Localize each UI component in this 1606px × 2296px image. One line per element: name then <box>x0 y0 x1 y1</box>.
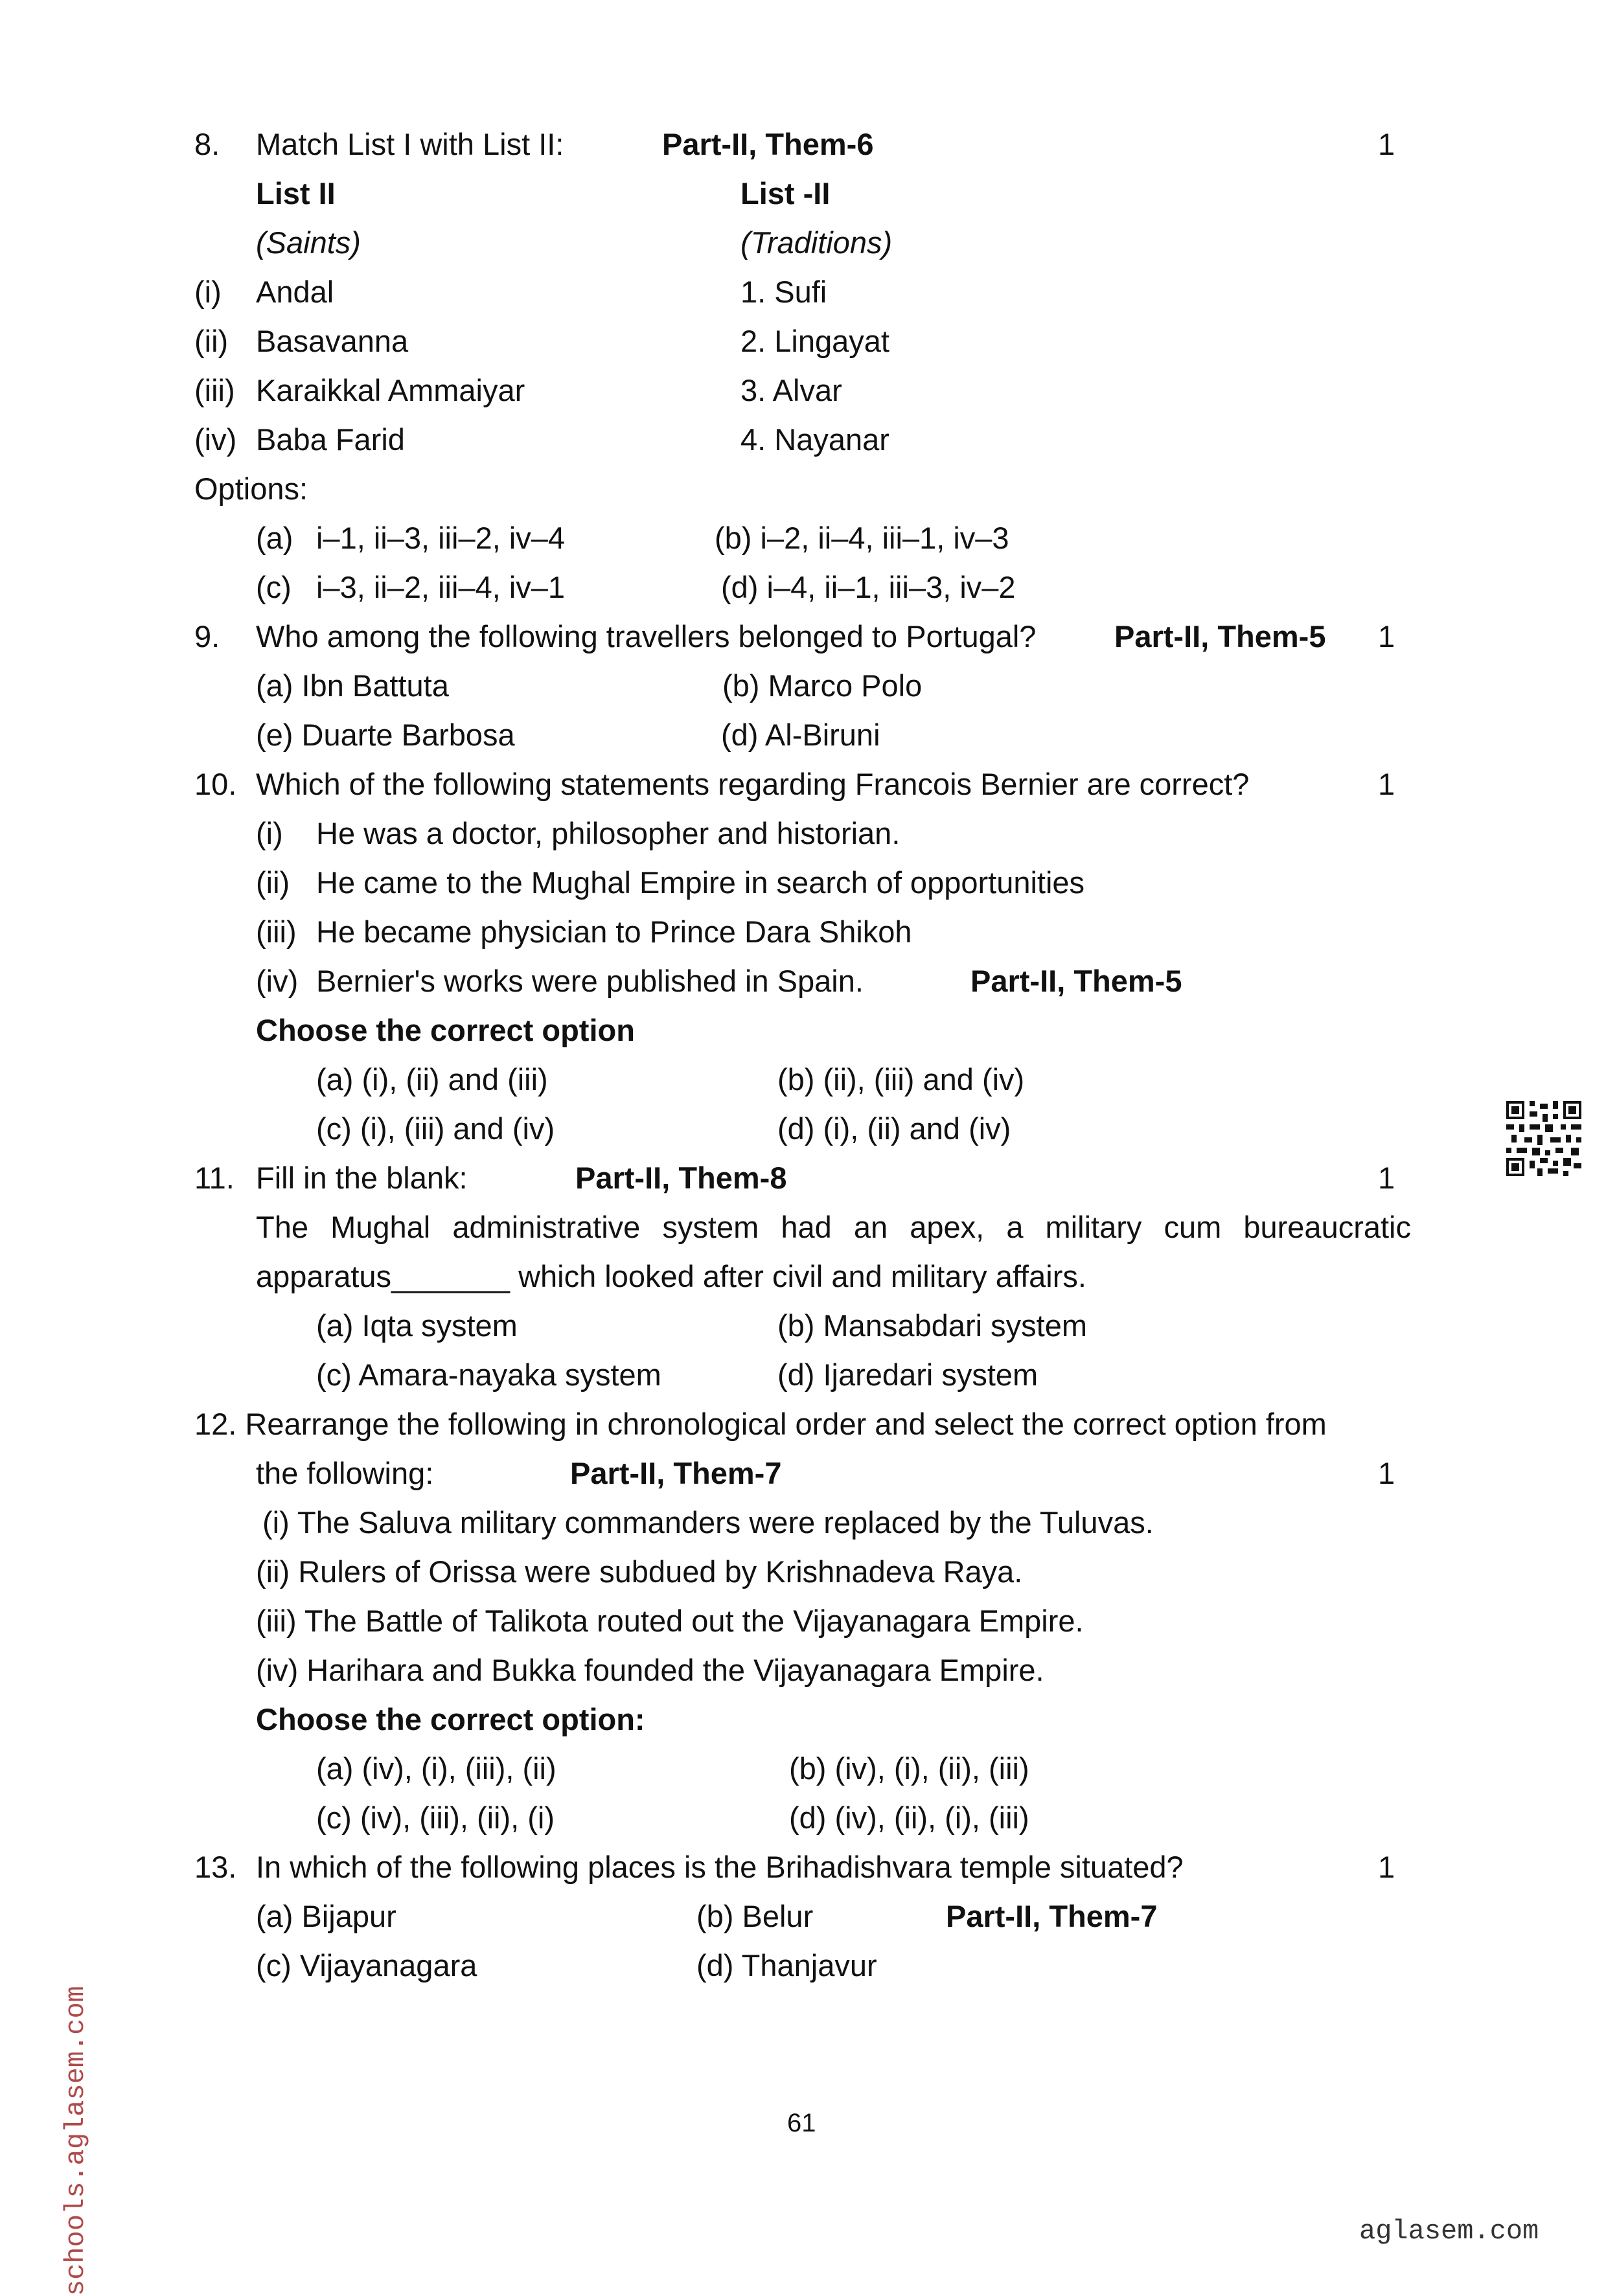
q9-reference: Part-II, Them-5 <box>1114 619 1326 654</box>
q13-number: 13. <box>194 1850 237 1884</box>
q10-statement: Bernier's works were published in Spain. <box>316 964 864 998</box>
q8-row-saint: Karaikkal Ammaiyar <box>256 373 525 407</box>
word: military <box>1045 1210 1142 1244</box>
q13-reference: Part-II, Them-7 <box>946 1899 1158 1933</box>
q12-statement: (i) The Saluva military commanders were replaced by the Tuluvas. <box>262 1505 1154 1540</box>
q8-option-a: i–1, ii–3, iii–2, iv–4 <box>316 521 566 555</box>
q9-option-c: (e) Duarte Barbosa <box>256 718 515 752</box>
q10-choose-instruction: Choose the correct option <box>256 1013 635 1047</box>
q10-statement: He was a doctor, philosopher and historian. <box>316 816 901 850</box>
q9-option-d: (d) Al-Biruni <box>721 718 880 752</box>
word: a <box>1006 1210 1024 1244</box>
q8-row-tradition: 1. Sufi <box>740 275 827 309</box>
q8-option-d: (d) i–4, ii–1, iii–3, iv–2 <box>721 570 1016 604</box>
q8-option-c: i–3, ii–2, iii–4, iv–1 <box>316 570 566 604</box>
q8-row-roman: (iv) <box>194 422 237 457</box>
q10-statement-roman: (ii) <box>256 865 290 900</box>
q8-list1-heading: List II <box>256 176 336 210</box>
q12-statement: (iii) The Battle of Talikota routed out the Vijayanagara Empire. <box>256 1604 1084 1638</box>
q12-question: 12. Rearrange the following in chronological order and select the correct option from <box>194 1407 1327 1441</box>
word: Mughal <box>330 1210 431 1244</box>
q8-row-saint: Andal <box>256 275 334 309</box>
q13-option-c: (c) Vijayanagara <box>256 1948 477 1983</box>
q12-statement: (ii) Rulers of Orissa were subdued by Krishnadeva Raya. <box>256 1554 1023 1589</box>
q10-option-d: (d) (i), (ii) and (iv) <box>777 1111 1011 1146</box>
q8-row-roman: (i) <box>194 275 222 309</box>
q13-option-a: (a) Bijapur <box>256 1899 396 1933</box>
q10-statement-roman: (iii) <box>256 915 297 949</box>
q10-statement: He came to the Mughal Empire in search of opportunities <box>316 865 1085 900</box>
q10-statement-roman: (i) <box>256 816 283 850</box>
word: cum <box>1164 1210 1222 1244</box>
q13-option-b: (b) Belur <box>696 1899 814 1933</box>
q10-question: Which of the following statements regarding Francois Bernier are correct? <box>256 767 1250 801</box>
q11-option-a: (a) Iqta system <box>316 1308 518 1343</box>
q9-marks: 1 <box>1378 619 1395 654</box>
q13-marks: 1 <box>1378 1850 1395 1884</box>
q8-list2-subheading: (Traditions) <box>740 225 893 260</box>
q12-option-d: (d) (iv), (ii), (i), (iii) <box>789 1801 1029 1835</box>
q8-option-a-label: (a) <box>256 521 293 555</box>
q12-reference: Part-II, Them-7 <box>570 1456 782 1490</box>
q11-option-d: (d) Ijaredari system <box>777 1358 1038 1392</box>
q10-option-c: (c) (i), (iii) and (iv) <box>316 1111 555 1146</box>
q11-reference: Part-II, Them-8 <box>575 1161 787 1195</box>
watermark-left: schools.aglasem.com <box>60 1986 91 2296</box>
word: system <box>662 1210 759 1244</box>
q13-question: In which of the following places is the Brihadishvara temple situated? <box>256 1850 1184 1884</box>
q12-choose-instruction: Choose the correct option: <box>256 1702 645 1736</box>
q12-option-c: (c) (iv), (iii), (ii), (i) <box>316 1801 555 1835</box>
q9-number: 9. <box>194 619 220 654</box>
q8-row-roman: (ii) <box>194 324 229 358</box>
q8-row-tradition: 2. Lingayat <box>740 324 889 358</box>
q10-statement-roman: (iv) <box>256 964 299 998</box>
q8-row-tradition: 3. Alvar <box>740 373 842 407</box>
q8-row-roman: (iii) <box>194 373 235 407</box>
q8-number: 8. <box>194 127 220 161</box>
q8-list1-subheading: (Saints) <box>256 225 361 260</box>
q12-option-a: (a) (iv), (i), (iii), (ii) <box>316 1751 556 1786</box>
q9-option-b: (b) Marco Polo <box>722 668 923 703</box>
q8-reference: Part-II, Them-6 <box>662 127 874 161</box>
q11-option-b: (b) Mansabdari system <box>777 1308 1087 1343</box>
q11-body-line-1 <box>256 1212 1411 1242</box>
q12-marks: 1 <box>1378 1456 1395 1490</box>
q10-marks: 1 <box>1378 767 1395 801</box>
q8-row-saint: Baba Farid <box>256 422 405 457</box>
q8-options-label: Options: <box>194 472 308 506</box>
q11-option-c: (c) Amara-nayaka system <box>316 1358 661 1392</box>
page-number: 61 <box>787 2109 816 2137</box>
q11-question: Fill in the blank: <box>256 1161 468 1195</box>
q10-reference: Part-II, Them-5 <box>970 964 1182 998</box>
q13-option-d: (d) Thanjavur <box>696 1948 877 1983</box>
q11-body-line-2: apparatus_______ which looked after civil and military affairs. <box>256 1259 1086 1293</box>
q12-option-b: (b) (iv), (i), (ii), (iii) <box>789 1751 1029 1786</box>
q9-question: Who among the following travellers belonged to Portugal? <box>256 619 1037 654</box>
q8-list2-heading: List -II <box>740 176 831 210</box>
watermark-right: aglasem.com <box>1359 2216 1539 2247</box>
q10-statement: He became physician to Prince Dara Shikoh <box>316 915 912 949</box>
q10-option-a: (a) (i), (ii) and (iii) <box>316 1062 548 1097</box>
q8-marks: 1 <box>1378 127 1395 161</box>
q9-option-a: (a) Ibn Battuta <box>256 668 449 703</box>
q8-option-c-label: (c) <box>256 570 292 604</box>
q11-number: 11. <box>194 1161 235 1195</box>
word: The <box>256 1210 308 1244</box>
word: bureaucratic <box>1243 1210 1411 1244</box>
word: administrative <box>452 1210 641 1244</box>
q8-option-b: (b) i–2, ii–4, iii–1, iv–3 <box>715 521 1009 555</box>
q8-row-tradition: 4. Nayanar <box>740 422 889 457</box>
q8-row-saint: Basavanna <box>256 324 409 358</box>
q12-question-cont: the following: <box>256 1456 434 1490</box>
q8-question: Match List I with List II: <box>256 127 564 161</box>
q10-number: 10. <box>194 767 237 801</box>
qr-code-icon <box>1506 1101 1581 1176</box>
q11-marks: 1 <box>1378 1161 1395 1195</box>
word: an <box>853 1210 888 1244</box>
word: had <box>781 1210 832 1244</box>
q10-option-b: (b) (ii), (iii) and (iv) <box>777 1062 1025 1097</box>
q12-statement: (iv) Harihara and Bukka founded the Vijayanagara Empire. <box>256 1653 1044 1687</box>
word: apex, <box>910 1210 985 1244</box>
